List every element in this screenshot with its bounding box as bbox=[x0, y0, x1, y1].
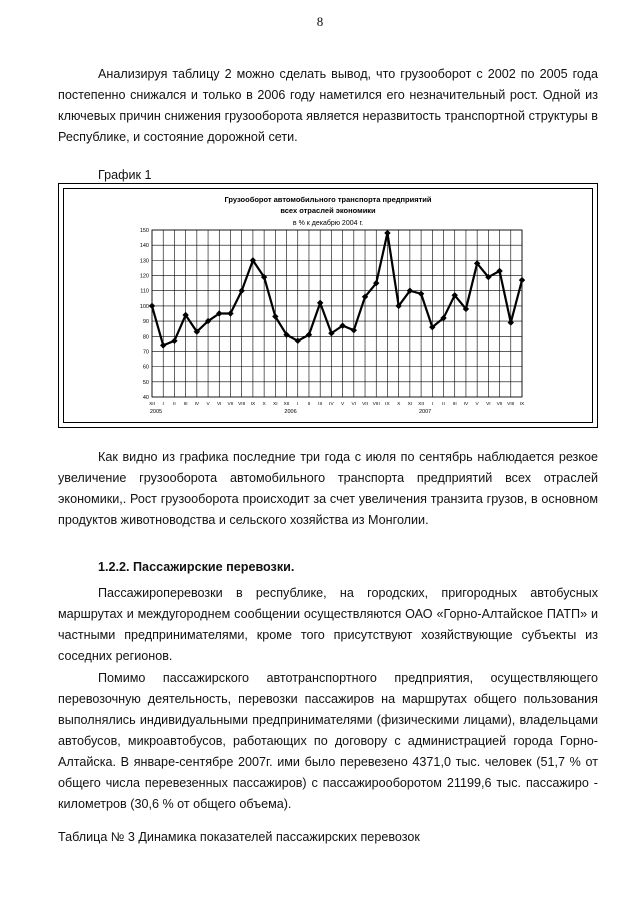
x-tick-label: I bbox=[162, 402, 164, 407]
x-tick-label: VIII bbox=[238, 402, 246, 407]
x-tick-label: XI bbox=[273, 402, 278, 407]
x-tick-label: III bbox=[452, 402, 457, 407]
paragraph-passenger-transport: Пассажироперевозки в республике, на городских, пригородных автобусных маршрутах и междугороднем сообщении осуществляются ОАО «Горно-Алтайское ПАТП» и частными предпринимателями, кроме того присутствуют хозяйствующие субъекты из соседних регионов. bbox=[58, 586, 598, 663]
y-tick-label: 120 bbox=[139, 273, 149, 280]
x-tick-label: XII bbox=[149, 402, 155, 407]
y-tick-label: 110 bbox=[140, 288, 149, 295]
x-tick-label: VIII bbox=[372, 402, 380, 407]
y-tick-label: 90 bbox=[142, 319, 149, 326]
cargo-turnover-chart bbox=[64, 189, 592, 422]
data-point bbox=[171, 338, 177, 344]
x-tick-label: III bbox=[183, 402, 188, 407]
x-tick-label: IV bbox=[463, 402, 469, 407]
x-tick-label: V bbox=[475, 402, 479, 407]
data-point bbox=[384, 230, 390, 236]
paragraph-chart-analysis: Как видно из графика последние три года с июля по сентябрь наблюдается резкое увеличение грузооборота автомобильного транспорта предприятий всех отраслей экономики,. Рост грузооборота происходит за счет увеличения транзита грузов, в основном продуктов животноводства и сельского хозяйства из Монголии. bbox=[58, 450, 598, 527]
x-tick-label: XII bbox=[283, 402, 290, 407]
x-tick-label: VI bbox=[351, 402, 357, 407]
x-tick-label: IV bbox=[194, 402, 200, 407]
y-tick-label: 130 bbox=[139, 258, 149, 265]
table-caption: Таблица № 3 Динамика показателей пассажирских перевозок bbox=[58, 830, 420, 844]
plot-area-border bbox=[152, 230, 522, 397]
x-tick-label: II bbox=[173, 402, 176, 407]
data-point bbox=[519, 277, 525, 283]
data-point bbox=[351, 327, 357, 333]
chart-panel bbox=[63, 188, 593, 423]
x-tick-label: IX bbox=[385, 402, 390, 407]
section-heading: 1.2.2. Пассажирские перевозки. bbox=[98, 560, 295, 574]
y-tick-label: 80 bbox=[142, 334, 149, 341]
x-tick-label: VIII bbox=[507, 402, 515, 407]
x-tick-label: VI bbox=[216, 402, 222, 407]
x-tick-label: VI bbox=[486, 402, 491, 407]
paragraph-individual-carriers: Помимо пассажирского автотранспортного предприятия, осуществляющего перевозочную деятельность, перевозки пассажиров на маршрутах общего пользования выполнялись индивидуальными предпринимателями (физическими лицами), владельцами автобусов, микроавтобусов, работающих по договору с администрацией города Горно-Алтайска. В январе-сентябре 2007г. ими было перевезено 4371,0 тыс. человек (51,7 % от общего числа перевезенных пассажиров) с пассажирооборотом 21199,6 тыс. пассажиро - километров (30,6 % от общего объема). bbox=[58, 671, 598, 811]
series-line bbox=[152, 233, 522, 345]
page-number: 8 bbox=[316, 14, 324, 29]
x-tick-label: VII bbox=[496, 402, 503, 407]
data-point bbox=[160, 342, 166, 348]
year-label: 2006 bbox=[284, 409, 297, 415]
y-tick-label: 100 bbox=[139, 303, 149, 310]
chart-title-line-2: всех отраслей экономики bbox=[280, 206, 376, 215]
y-tick-label: 70 bbox=[142, 349, 149, 356]
year-label: 2007 bbox=[418, 409, 432, 415]
x-tick-label: X bbox=[397, 402, 401, 407]
y-tick-label: 50 bbox=[142, 379, 149, 386]
x-tick-label: IX bbox=[519, 402, 525, 407]
data-point bbox=[418, 291, 424, 297]
chart-subtitle: в % к декабрю 2004 г. bbox=[292, 220, 364, 227]
x-tick-label: III bbox=[318, 402, 323, 407]
x-tick-label: XI bbox=[407, 402, 413, 407]
x-tick-label: IX bbox=[250, 402, 256, 407]
data-point bbox=[149, 303, 155, 309]
chart-frame bbox=[58, 183, 598, 428]
x-tick-label: V bbox=[206, 402, 210, 407]
y-tick-label: 150 bbox=[139, 228, 149, 234]
x-tick-label: XII bbox=[418, 402, 425, 407]
x-tick-label: I bbox=[297, 402, 299, 407]
graph-label: График 1 bbox=[98, 168, 152, 182]
x-tick-label: II bbox=[442, 402, 445, 407]
paragraph-intro: Анализируя таблицу 2 можно сделать вывод, что грузооборот с 2002 по 2005 года постепенно снижался и только в 2006 году наметился его незначительный рост. Одной из ключевых причин снижения грузооборота является неразвитость транспортной структуры в Республике, и состояние дорожной сети. bbox=[58, 67, 598, 144]
x-tick-label: IV bbox=[329, 402, 334, 407]
data-point bbox=[508, 319, 514, 325]
x-tick-label: V bbox=[341, 402, 345, 407]
chart-title: Грузооборот автомобильного транспорта предприятий bbox=[224, 195, 432, 204]
x-tick-label: I bbox=[431, 402, 433, 407]
y-tick-label: 40 bbox=[142, 395, 149, 401]
x-tick-label: VII bbox=[362, 402, 368, 407]
x-tick-label: VII bbox=[227, 402, 234, 407]
data-point bbox=[317, 300, 323, 306]
x-tick-label: X bbox=[262, 402, 266, 407]
y-tick-label: 140 bbox=[139, 243, 149, 250]
y-tick-label: 60 bbox=[142, 364, 149, 371]
x-tick-label: II bbox=[307, 402, 311, 407]
year-label: 2005 bbox=[149, 409, 163, 415]
